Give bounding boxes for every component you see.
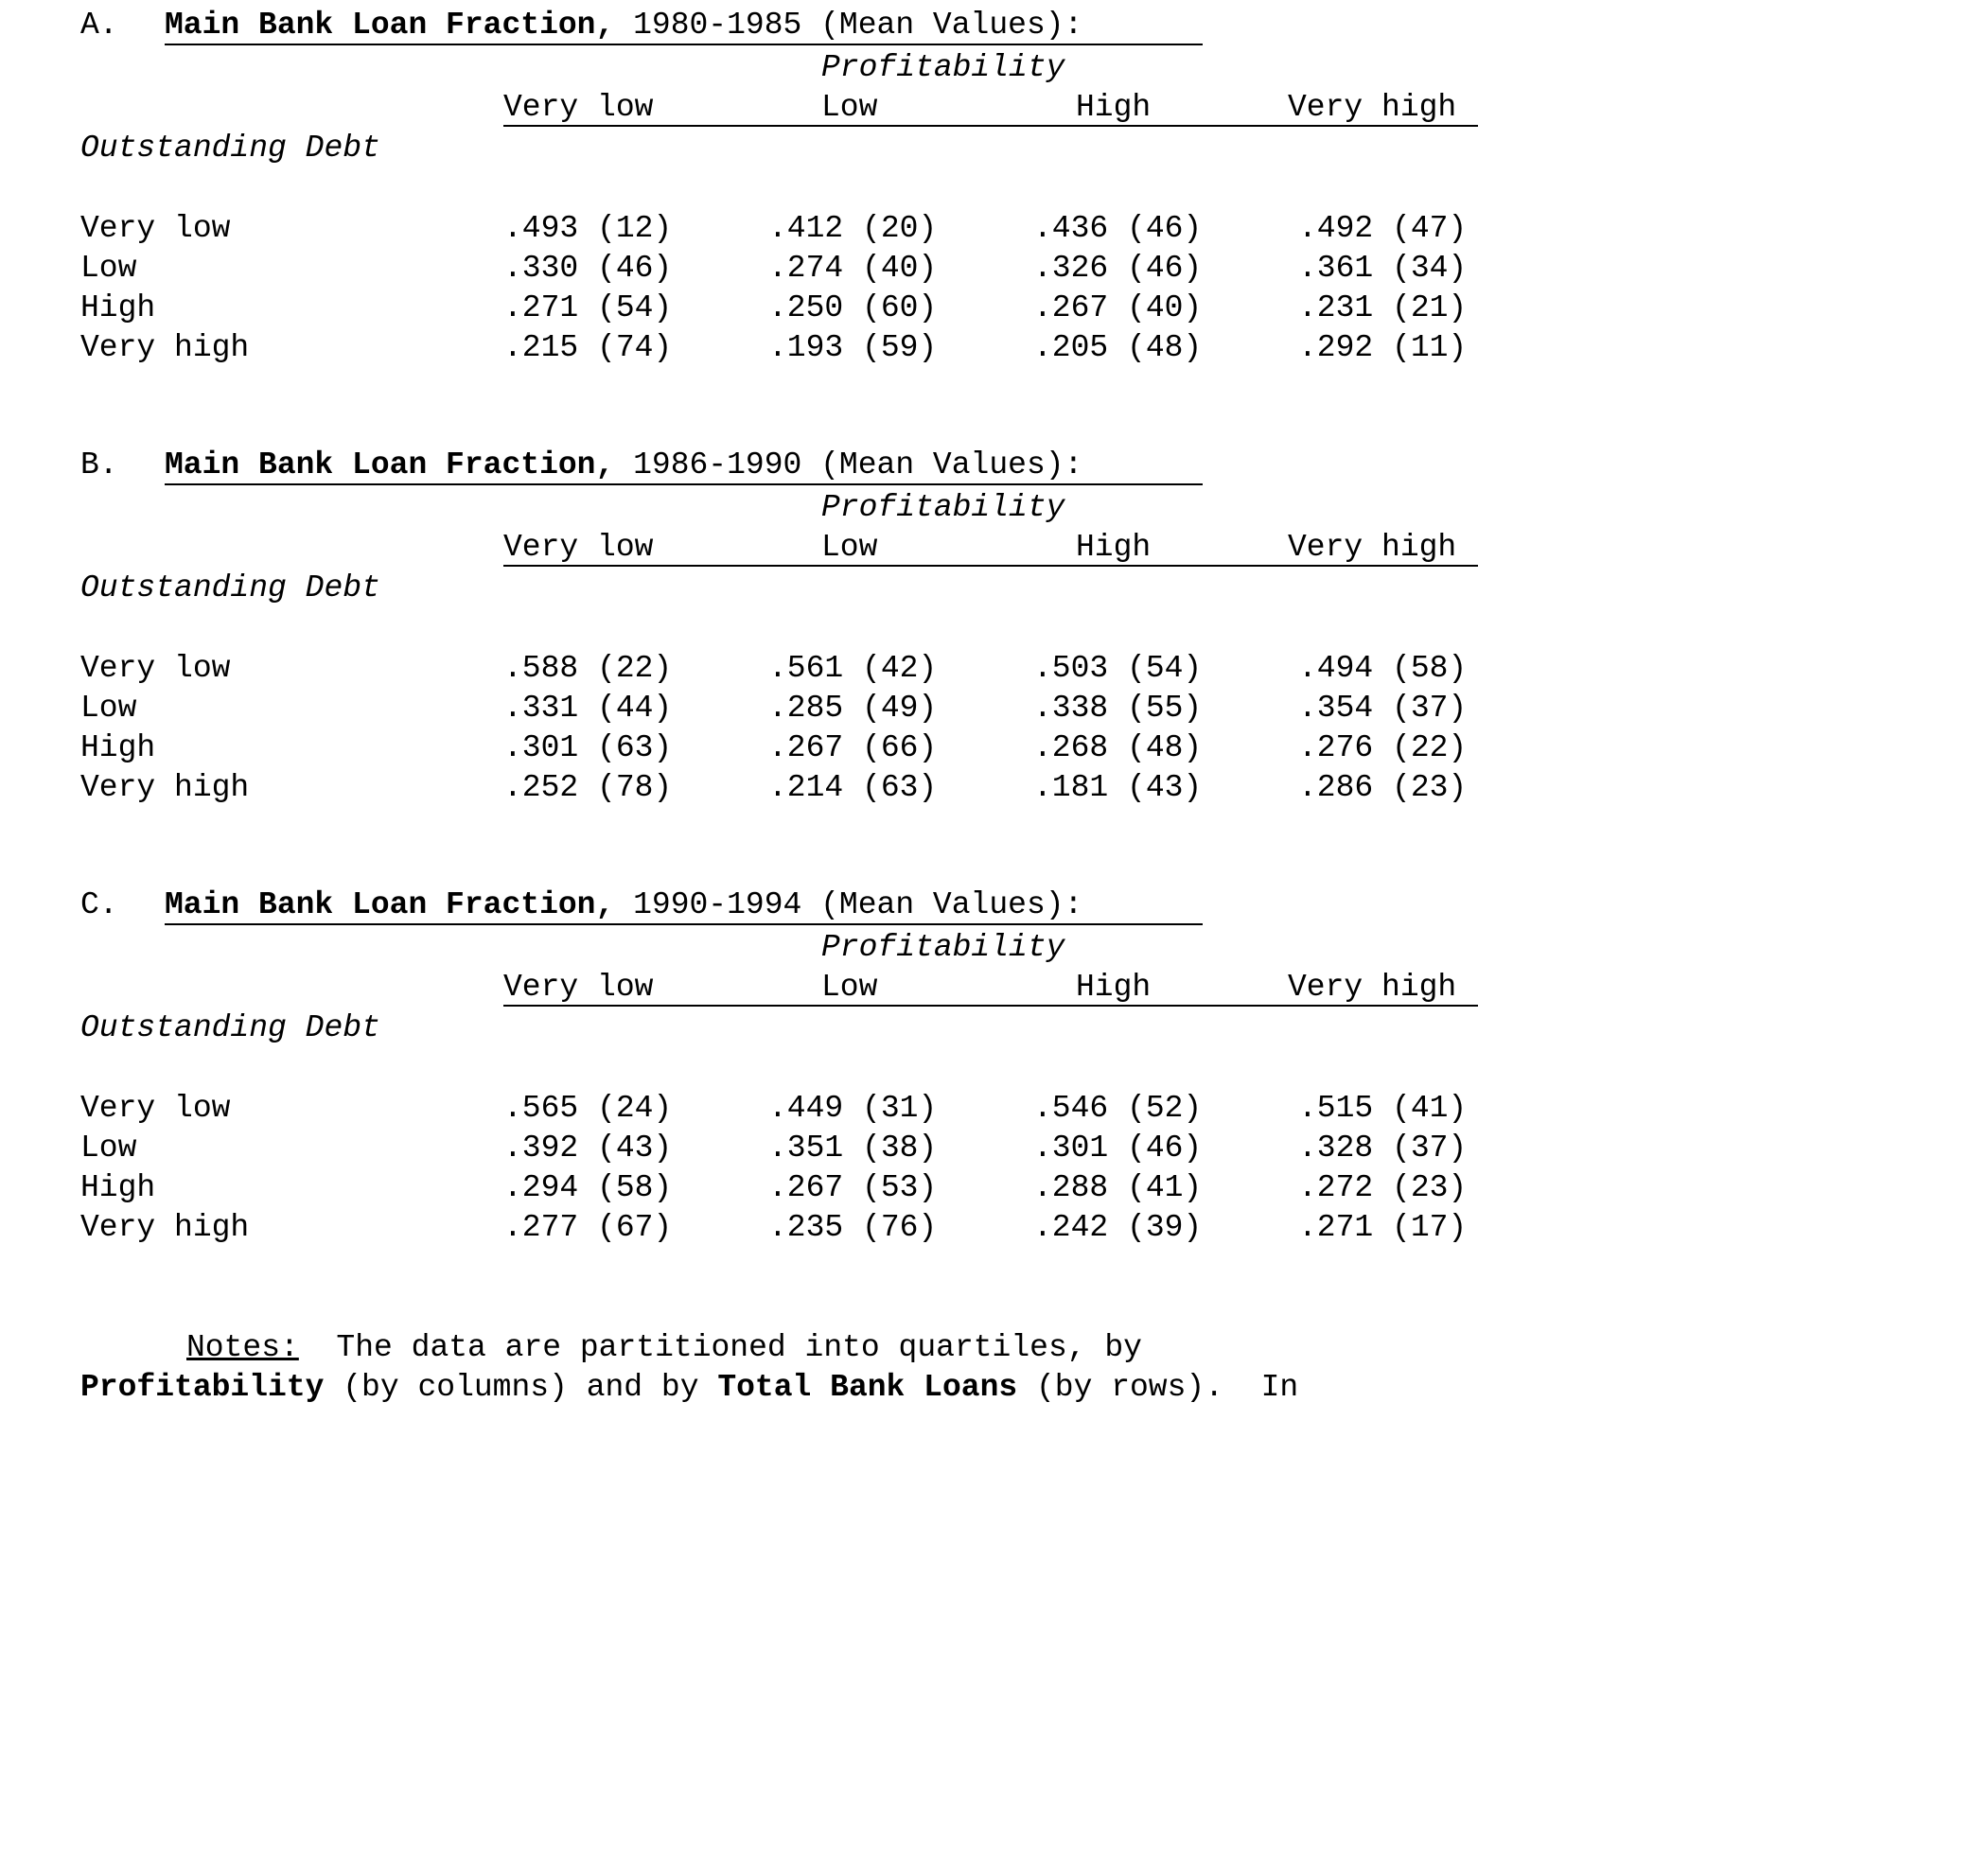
cell: .267 (66) (768, 730, 938, 765)
panel-title-bold: Main Bank Loan Fraction, (165, 887, 615, 922)
row-label: Very low (80, 1091, 231, 1126)
panel-title-rest: 1990-1994 (Mean Values): (614, 887, 1083, 922)
cell: .214 (63) (768, 770, 938, 805)
col-header-very-high: Very high (1288, 90, 1457, 125)
row-label: Very high (80, 1210, 250, 1245)
notes-line-1 (186, 1332, 1142, 1363)
cell: .205 (48) (1033, 330, 1203, 365)
col-header-high: High (1076, 90, 1152, 125)
profitability-label: Profitability (821, 50, 1065, 85)
row-label: High (80, 290, 156, 325)
col-header-high: High (1076, 530, 1152, 565)
cell: .546 (52) (1033, 1091, 1203, 1126)
panel-title-bold: Main Bank Loan Fraction, (165, 447, 615, 482)
cell: .492 (47) (1298, 211, 1468, 246)
cell: .301 (63) (503, 730, 673, 765)
title-underline (165, 923, 1203, 925)
cell: .326 (46) (1033, 251, 1203, 286)
header-underline (503, 1005, 1478, 1007)
cell: .267 (53) (768, 1170, 938, 1205)
cell: .181 (43) (1033, 770, 1203, 805)
col-header-very-high: Very high (1288, 970, 1457, 1005)
cell: .271 (17) (1298, 1210, 1468, 1245)
title-underline (165, 483, 1203, 485)
row-label: Very low (80, 651, 231, 686)
notes-bold-total-bank-loans: Total Bank Loans (717, 1370, 1018, 1405)
notes-line-2 (80, 1372, 1298, 1403)
panel-letter: B. (80, 447, 118, 482)
cell: .338 (55) (1033, 691, 1203, 726)
row-label: Very high (80, 770, 250, 805)
notes-bold-profitability: Profitability (80, 1370, 325, 1405)
cell: .361 (34) (1298, 251, 1468, 286)
col-header-very-low: Very low (503, 970, 654, 1005)
col-header-very-low: Very low (503, 90, 654, 125)
cell: .515 (41) (1298, 1091, 1468, 1126)
panel-letter: A. (80, 8, 118, 43)
row-label: Low (80, 1131, 137, 1166)
row-axis-label: Outstanding Debt (80, 570, 380, 605)
notes-text: (by rows). In (1017, 1370, 1299, 1405)
panel-title-bold: Main Bank Loan Fraction, (165, 8, 615, 43)
cell: .561 (42) (768, 651, 938, 686)
cell: .215 (74) (503, 330, 673, 365)
notes-label: Notes: (186, 1330, 299, 1365)
cell: .277 (67) (503, 1210, 673, 1245)
row-label: Low (80, 691, 137, 726)
panel-title-rest: 1980-1985 (Mean Values): (614, 8, 1083, 43)
panel-a (0, 0, 1484, 440)
profitability-label: Profitability (821, 930, 1065, 965)
panel-letter: C. (80, 887, 118, 922)
cell: .242 (39) (1033, 1210, 1203, 1245)
panel-title-rest: 1986-1990 (Mean Values): (614, 447, 1083, 482)
cell: .565 (24) (503, 1091, 673, 1126)
notes-text: (by columns) and by (324, 1370, 718, 1405)
col-header-low: Low (821, 970, 878, 1005)
cell: .412 (20) (768, 211, 938, 246)
cell: .292 (11) (1298, 330, 1468, 365)
panel-c (0, 880, 1484, 1320)
cell: .392 (43) (503, 1131, 673, 1166)
cell: .274 (40) (768, 251, 938, 286)
cell: .193 (59) (768, 330, 938, 365)
cell: .301 (46) (1033, 1131, 1203, 1166)
cell: .268 (48) (1033, 730, 1203, 765)
row-label: High (80, 1170, 156, 1205)
cell: .276 (22) (1298, 730, 1468, 765)
panel-title (165, 889, 1082, 920)
cell: .354 (37) (1298, 691, 1468, 726)
header-underline (503, 565, 1478, 567)
cell: .503 (54) (1033, 651, 1203, 686)
col-header-low: Low (821, 90, 878, 125)
cell: .294 (58) (503, 1170, 673, 1205)
panel-title (165, 449, 1082, 481)
cell: .250 (60) (768, 290, 938, 325)
cell: .272 (23) (1298, 1170, 1468, 1205)
cell: .288 (41) (1033, 1170, 1203, 1205)
row-label: High (80, 730, 156, 765)
cell: .271 (54) (503, 290, 673, 325)
panel-b (0, 440, 1484, 880)
row-axis-label: Outstanding Debt (80, 1010, 380, 1045)
row-axis-label: Outstanding Debt (80, 131, 380, 166)
cell: .588 (22) (503, 651, 673, 686)
col-header-very-low: Very low (503, 530, 654, 565)
header-underline (503, 125, 1478, 127)
cell: .436 (46) (1033, 211, 1203, 246)
cell: .449 (31) (768, 1091, 938, 1126)
col-header-high: High (1076, 970, 1152, 1005)
cell: .252 (78) (503, 770, 673, 805)
cell: .351 (38) (768, 1131, 938, 1166)
cell: .494 (58) (1298, 651, 1468, 686)
notes-text: The data are partitioned into quartiles, by (298, 1330, 1142, 1365)
row-label: Very high (80, 330, 250, 365)
panel-title (165, 9, 1082, 41)
cell: .285 (49) (768, 691, 938, 726)
col-header-very-high: Very high (1288, 530, 1457, 565)
row-label: Very low (80, 211, 231, 246)
cell: .286 (23) (1298, 770, 1468, 805)
row-label: Low (80, 251, 137, 286)
title-underline (165, 44, 1203, 45)
cell: .267 (40) (1033, 290, 1203, 325)
cell: .235 (76) (768, 1210, 938, 1245)
cell: .328 (37) (1298, 1131, 1468, 1166)
cell: .231 (21) (1298, 290, 1468, 325)
cell: .493 (12) (503, 211, 673, 246)
cell: .330 (46) (503, 251, 673, 286)
profitability-label: Profitability (821, 490, 1065, 525)
col-header-low: Low (821, 530, 878, 565)
cell: .331 (44) (503, 691, 673, 726)
